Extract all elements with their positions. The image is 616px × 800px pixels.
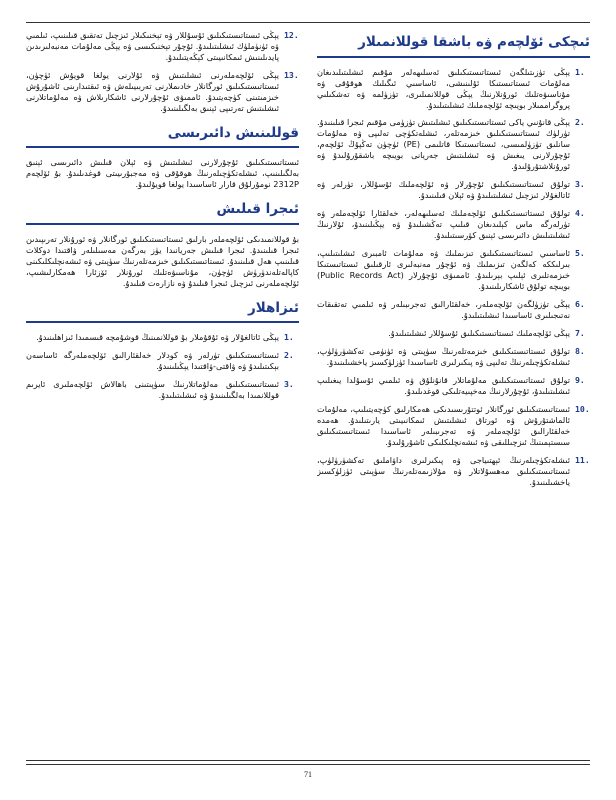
- list-item-number: 1.: [575, 66, 585, 77]
- list-item-number: 9.: [575, 375, 585, 386]
- list-item: [317, 117, 590, 172]
- list-item-text: تولۇق ئىستاتىستىكىلىق خىزمەتلەرنىڭ سۈپىتى ۋە ئۈنۈمى تەكشۈرۈلۈپ، ئىشلەتكۈچىلەرنىڭ تەلىپى ۋە پىكىرلىرى ئاساسىدا ئۈزلۈكسىز ياخشىلىنىدۇ.: [317, 346, 570, 368]
- list-item-text: يېڭى ئىستاتىستىكىلىق ئۇسۇللار ۋە تېخنىكىلار ئىزچىل تەتقىق قىلىنىپ، ئىلمىي ۋە ئۈنۈملۈك ئىشلىتىلىدۇ. ئۇچۇر تېخنىكىسى ۋە يېڭى مەلۇمات مەنبەلىرىدىن پايدىلىنىش ئىمكانىيىتى كېڭەيتىلىدۇ.: [26, 30, 279, 62]
- two-column-layout: [26, 30, 590, 752]
- page-number: 71: [304, 770, 312, 779]
- list-item-text: يېڭى ئۆلچەملىك ئىستاتىستىكىلىق ئۇسۇللار ئىشلىتىلىدۇ.: [388, 328, 570, 339]
- section-title-notes: ئىزاھلار: [26, 300, 299, 324]
- bottom-divider: [26, 760, 590, 761]
- list-item-text: يېڭى تۈزۈلگەن ئۆلچەملەر، خەلقئارالىق تەجرىبىلەر ۋە ئىلمىي تەتقىقات نەتىجىلىرى ئاساسىدا ئىشلىتىلىدۇ.: [317, 299, 570, 321]
- right-column: [317, 30, 590, 752]
- list-item: [317, 375, 590, 397]
- list-item: [26, 70, 299, 114]
- list-item-text: تولۇق ئىستاتىستىكىلىق مەلۇماتلار قانۇنلۇق ۋە ئىلمىي ئۇسۇلدا يىغىلىپ ئىشلىتىلىدۇ، ئۇچۇرلارنىڭ مەخپىيەتلىكى قوغدىلىدۇ.: [317, 375, 570, 397]
- list-item-number: 2.: [575, 117, 585, 128]
- list-item-number: 7.: [575, 328, 585, 339]
- list-item-text: ئاساسىي ئىستاتىستىكىلىق تىزىملىك ۋە مەلۇمات ئامبىرى ئىشلىتىلىپ، بىرلىككە كەلگەن تىزىملىك ۋە ئۇچۇر مەنبەلىرى ئارقىلىق ئىستاتىستىكا خىزمەتلىرى ئېلىپ بېرىلىدۇ. ئاممىۋى ئۇچۇرلار (Public Records Act) بويىچە تولۇق ئاشكارىلىنىدۇ.: [317, 248, 570, 292]
- list-item-number: 3.: [575, 179, 585, 190]
- list-item: [317, 248, 590, 292]
- implementation-paragraph: بۇ قوللانمىدىكى ئۆلچەملەر بارلىق ئىستاتىستىكىلىق ئورگانلار ۋە ئورۇنلار تەرىپىدىن ئىجرا قىلىنىدۇ. ئىجرا قىلىش جەريانىدا يۈز بەرگەن مەسىلىلەر ۋاقتىدا دوكلات قىلىنىپ ھەل قىلىنىدۇ. ئىستاتىستىكىلىق خىزمەتلەرنىڭ سۈپىتى ۋە ئىشەنچلىكلىكىنى كاپالەتلەندۈرۈش ئۈچۈن، مۇناسىۋەتلىك ئورۇنلار ئۆزئارا ھەمكارلىشىپ، ئۆلچەملەرنى ئىزچىل ئىجرا قىلىدۇ ۋە نازارەت قىلىدۇ.: [26, 233, 299, 288]
- list-item: [317, 179, 590, 201]
- list-item: [317, 208, 590, 241]
- top-divider: [26, 22, 590, 23]
- section-title-scope: قوللىنىش دائىرىسى: [26, 125, 299, 149]
- list-item-text: ئىشلەتكۈچىلەرنىڭ ئېھتىياجى ۋە پىكىرلىرى داۋاملىق تەكشۈرۈلۈپ، ئىستاتىستىكىلىق مەھسۇلاتلار ۋە مۇلازىمەتلەرنىڭ سۈپىتى ئۈزلۈكسىز ياخشىلىنىدۇ.: [317, 455, 570, 488]
- list-item: [317, 346, 590, 368]
- scope-paragraph: ئىستاتىستىكىلىق ئۇچۇرلارنى ئىشلىتىش ۋە ئېلان قىلىش دائىرىسى ئېنىق بەلگىلىنىپ، ئىشلەتكۈچىلەرنىڭ ھوقۇقى ۋە مەجبۇرىيىتى قوغدىلىدۇ. بۇ ئۆلچەم 2312P نومۇرلۇق قارار ئاساسىدا يولغا قويۇلىدۇ.: [26, 157, 299, 190]
- list-item: [317, 404, 590, 448]
- section-title-implementation: ئىجرا قىلىش: [26, 201, 299, 225]
- list-item-number: 4.: [575, 208, 585, 219]
- list-item-text: يېڭى قانۇنىي ياكى ئىستاتىستىكىلىق ئىشلىتىش تۈزۈمى مۇقىم ئىجرا قىلىنىدۇ. تۈرلۈك ئىستاتىستىكىلىق خىزمەتلەر، ئىشلەتكۈچى تەلىپى ۋە مەلۇمات سانلىق تۈزۈلمىسى، ئىستاتىستىكا قاتلىمى (PE) ئۈچۈن تەڭپۇڭ ئۆلچەم، ئۇچۇرلارنى يىغىش ۋە ئىشلىتىش جەريانى بويىچە باشقۇرۇلىدۇ ۋە ئورۇنلاشتۇرۇلىدۇ.: [317, 117, 571, 172]
- list-item-text: يېڭى تۈزىتىلگەن ئىستاتىستىكىلىق ئەسلىھەلەر مۇقىم ئىشلىتىلىدىغان مەلۇمات ئىستاتىستىكا ئۇلىنىشى، ئاساسىي ئىگىلىك ھوقۇقى ۋە مۇناسىۋەتلىك ئورۇنلارنىڭ يېڭى قوللانمىلىرى، تۈزۈلمە ۋە تەشكىلىي پروگراممىلار بويىچە ئۆلچەملىك ئىشلىتىلىدۇ.: [317, 66, 570, 110]
- list-item: [317, 299, 590, 321]
- list-item: [26, 350, 299, 372]
- list-item-text: ئىستاتىستىكىلىق تۈرلەر ۋە كودلار خەلقئارالىق ئۆلچەملەرگە ئاساسەن بېكىتىلىدۇ ۋە ۋاقتى-ۋاقتىدا يېڭىلىنىدۇ.: [26, 350, 279, 372]
- list-item-number: 6.: [575, 299, 585, 310]
- list-item-text: ئىستاتىستىكىلىق ئورگانلار ئوتتۇرىسىدىكى ھەمكارلىق كۈچەيتىلىپ، مەلۇمات ئالماشتۇرۇش ۋە ئورتاق ئىشلىتىش ئىمكانىيىتى يارىتىلىدۇ. ھەمدە خەلقئارالىق ئۆلچەملەر ۋە تەجرىبىلەر ئاساسىدا ئىستاتىستىكىلىق سىستېمىنىڭ ئىزچىللىقى ۋە ئىشەنچلىكلىكى ئاشۇرۇلىدۇ.: [317, 404, 570, 448]
- list-item-number: 13.: [284, 69, 299, 80]
- list-item: [26, 30, 299, 63]
- list-item-text: ئىستاتىستىكىلىق مەلۇماتلارنىڭ سۈپىتىنى باھالاش ئۆلچەملىرى ئايرىم قوللانمىدا بەلگىلىنىدۇ ۋە ئىشلىتىلىدۇ.: [26, 379, 279, 401]
- list-item: [317, 455, 590, 488]
- list-item-number: 10.: [575, 404, 590, 415]
- list-item: [26, 332, 299, 343]
- list-item-number: 5.: [575, 248, 585, 259]
- list-item-text: تولۇق ئىستاتىستىكىلىق ئۆلچەملىك ئەسلىھەلەر، خەلقئارا ئۆلچەملەر ۋە تۈرلەرگە ماس كېلىدىغان قىلىپ تەڭشىلىدۇ ۋە يېڭىلىنىدۇ، ئۇلارنىڭ ئىشلىتىلىش دائىرىسى ئېنىق كۆرسىتىلىدۇ.: [317, 208, 570, 241]
- section-title: ئىچكى ئۆلچەم ۋە باشقا قوللانمىلار: [317, 34, 590, 58]
- left-column: [26, 30, 299, 752]
- list-item-number: 2.: [284, 350, 294, 361]
- list-item-number: 11.: [575, 455, 590, 466]
- list-item-number: 8.: [575, 346, 585, 357]
- bottom-divider-second: [26, 764, 590, 765]
- list-item-text: تولۇق ئىستاتىستىكىلىق ئۇچۇرلار ۋە ئۆلچەملىك ئۇسۇللار، تۈرلەر ۋە ئاتالغۇلار ئىزچىل ئىشلىتىلىدۇ ۋە ئېلان قىلىنىدۇ.: [317, 179, 570, 201]
- list-item-text: يېڭى ئۆلچەملەرنى ئىشلىتىش ۋە ئۇلارنى يولغا قويۇش ئۈچۈن، ئىستاتىستىكىلىق ئورگانلار خادىملارنى تەربىيىلەش ۋە ئىقتىدارىنى ئاشۇرۇش خىزمىتىنى كۈچەيتىدۇ. ئاممىۋى ئۇچۇرلارنى ئاشكارىلاش ۋە مەلۇماتلارنى ئىشلىتىش تەرتىپى ئېنىق بەلگىلىنىدۇ.: [26, 69, 279, 113]
- list-item-number: 1.: [284, 332, 294, 343]
- list-item-number: 3.: [284, 379, 294, 390]
- list-item-number: 12.: [284, 30, 299, 40]
- list-item: [26, 379, 299, 401]
- list-item: [317, 328, 590, 339]
- list-item-text: يېڭى ئاتالغۇلار ۋە ئۇقۇملار بۇ قوللانمىنىڭ قوشۇمچە قىسمىدا ئىزاھلىنىدۇ.: [36, 332, 279, 343]
- list-item: [317, 67, 590, 111]
